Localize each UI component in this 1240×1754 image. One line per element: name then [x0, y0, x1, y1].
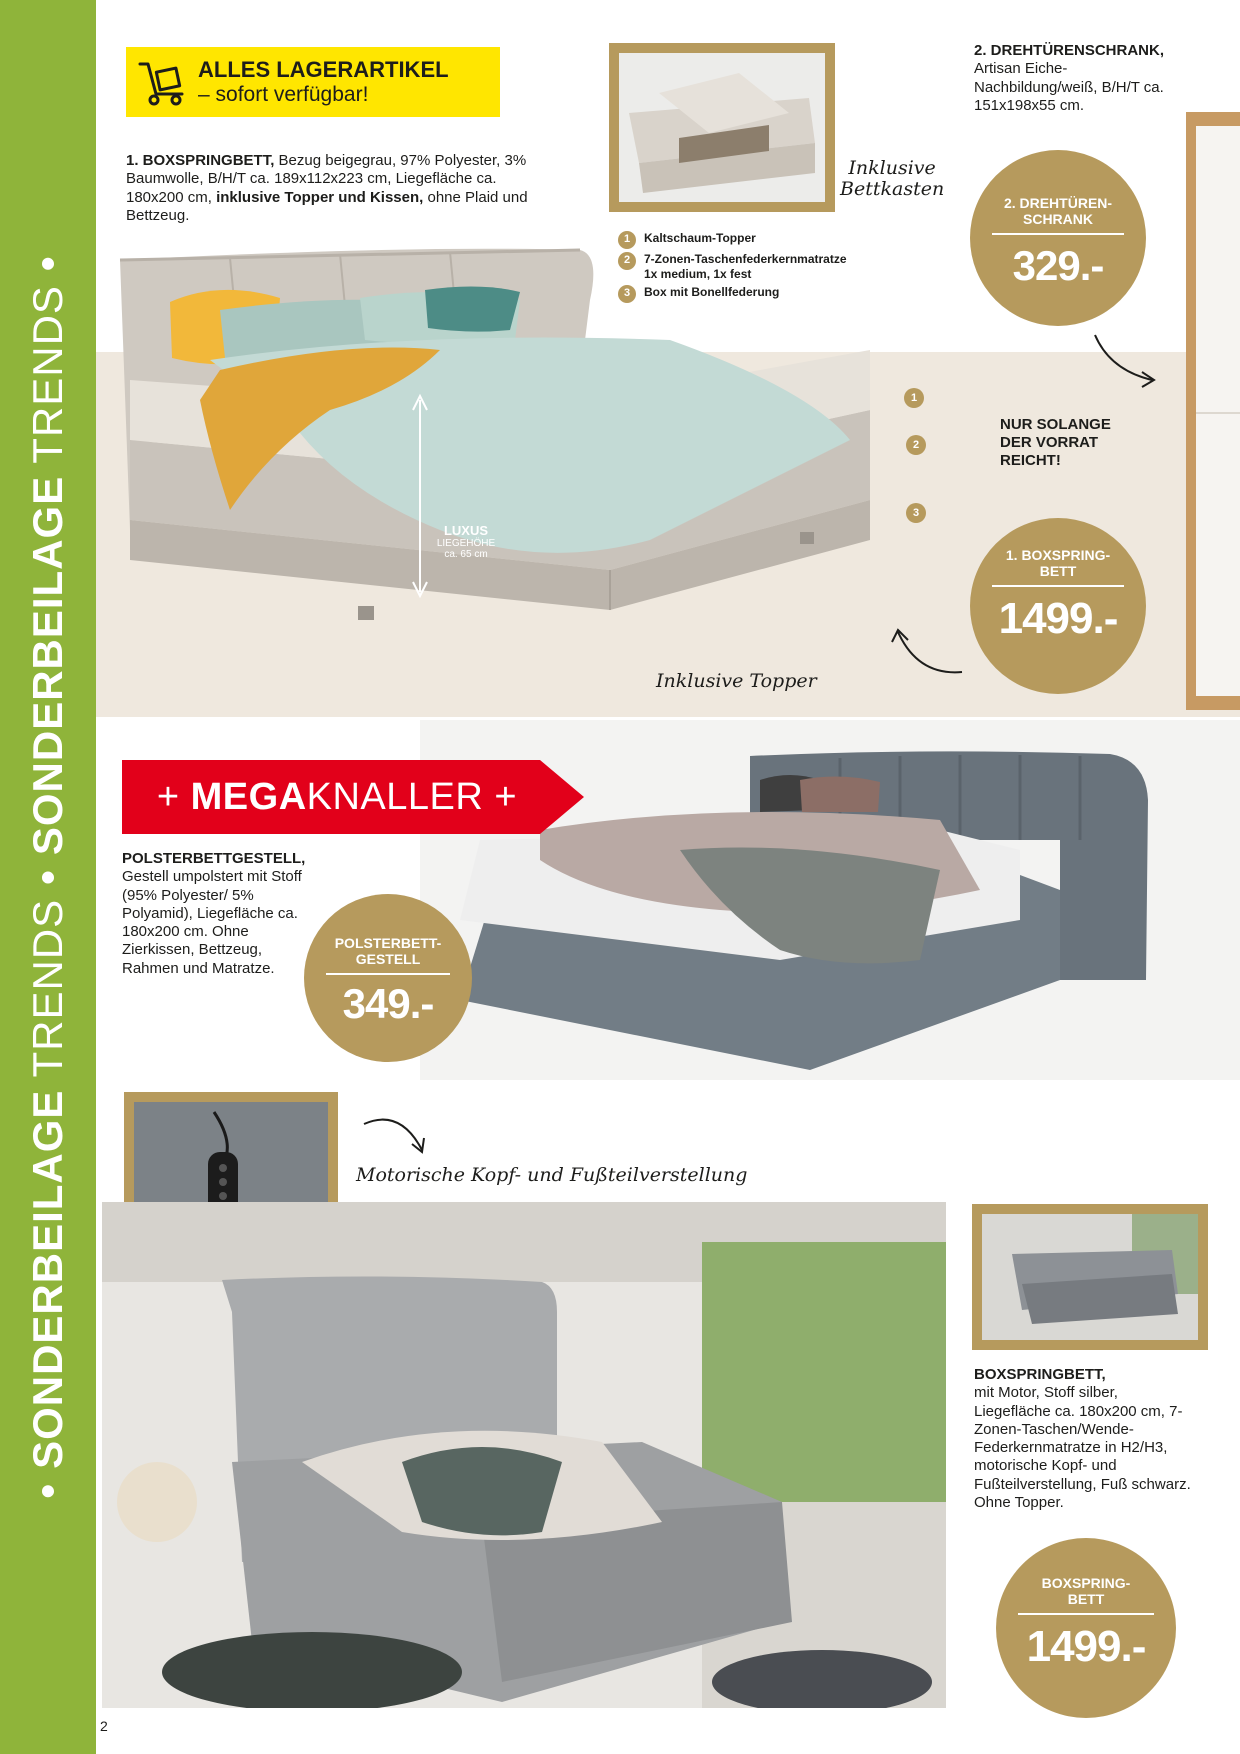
sidebar-vertical-text — [13, 7, 83, 1747]
legend-text: Kaltschaum-Topper — [644, 231, 756, 245]
script-bettkasten-line1: Inklusive — [848, 157, 936, 179]
page-number: 2 — [100, 1718, 108, 1734]
bed-storage-inset-photo — [609, 43, 835, 212]
price-label-line1: 1. BOXSPRING- — [1005, 547, 1111, 563]
mega-rest: KNALLER — [306, 775, 484, 818]
price-value: 1499.- — [1026, 1622, 1146, 1671]
boxspring-bed-photo — [110, 240, 990, 700]
legend-subtext: 1x medium, 1x fest — [644, 267, 752, 281]
hand-truck-icon — [134, 54, 190, 110]
legend-item — [618, 285, 847, 303]
script-bettkasten — [840, 158, 944, 200]
stock-notice — [1000, 416, 1111, 470]
arrow-to-bed-icon — [888, 620, 968, 680]
price-value: 1499.- — [998, 594, 1118, 643]
stock-notice-line2: DER VORRAT — [1000, 434, 1099, 451]
price-divider — [992, 585, 1124, 587]
product1-description — [126, 152, 546, 225]
product4-description — [974, 1366, 1194, 1512]
motor-bed-inset-photo — [972, 1204, 1208, 1350]
motor-boxspring-bed-photo — [102, 1202, 946, 1708]
sidebar-band — [0, 0, 96, 1754]
price-label-line2: BETT — [1039, 563, 1077, 579]
legend-item — [618, 231, 847, 249]
price-divider — [992, 233, 1124, 235]
product1-text-bold: inklusive Topper und Kissen, — [216, 188, 424, 206]
mega-prefix: + — [156, 775, 191, 818]
marker-1: 1 — [904, 388, 924, 408]
arrow-to-wardrobe-icon — [1090, 330, 1160, 390]
bed-features-legend — [618, 231, 847, 306]
product3-text: Gestell umpolstert mit Stoff (95% Polyester/ 5% Polyamid), Liegefläche ca. 180x200 cm. Ohne Zierkissen, Bettzeug, Rahmen und Matratze. — [122, 868, 302, 977]
legend-num: 2 — [618, 252, 636, 270]
mega-suffix: + — [483, 775, 518, 818]
product3-title: POLSTERBETTGESTELL, — [122, 850, 306, 867]
legend-text: Box mit Bonellfederung — [644, 285, 780, 299]
price-badge-boxspring-motor — [996, 1538, 1176, 1718]
stock-box-subtitle: – sofort verfügbar! — [198, 82, 369, 106]
sidebar-segment-1: SONDERBEILAGE — [24, 1089, 71, 1469]
legend-num: 3 — [618, 285, 636, 303]
price-label-line1: POLSTERBETT- — [334, 935, 442, 951]
mega-bold: MEGA — [190, 775, 307, 818]
stock-notice-line1: NUR SOLANGE — [1000, 416, 1111, 433]
sidebar-segment-3: SONDERBEILAGE — [24, 475, 71, 856]
motor-bed-inset-image — [982, 1214, 1198, 1340]
script-topper: Inklusive Topper — [656, 670, 817, 692]
sidebar-segment-4: TRENDS — [24, 285, 71, 464]
separator-dot: • — [24, 1482, 71, 1499]
height-label — [436, 524, 496, 560]
price-badge-boxspring-1 — [970, 518, 1146, 694]
product2-text: Artisan Eiche-Nachbildung/weiß, B/H/T ca. 151x198x55 cm. — [974, 60, 1164, 114]
sidebar-segment-2: TRENDS — [24, 898, 71, 1078]
legend-num: 1 — [618, 231, 636, 249]
marker-2: 2 — [906, 435, 926, 455]
bed-storage-image — [619, 53, 825, 202]
price-divider — [326, 973, 450, 975]
script-motor: Motorische Kopf- und Fußteilverstellung — [356, 1164, 748, 1186]
legend-text: 7-Zonen-Taschenfederkernmatratze — [644, 252, 847, 266]
wardrobe-photo — [1186, 112, 1240, 710]
arrow-to-motor-icon — [360, 1112, 430, 1158]
separator-dot: • — [24, 869, 71, 885]
stock-box-title: ALLES LAGERARTIKEL — [198, 57, 449, 83]
marker-3: 3 — [906, 503, 926, 523]
legend-item — [618, 252, 847, 282]
price-badge-wardrobe — [970, 150, 1146, 326]
price-value: 349.- — [342, 980, 434, 1027]
product2-description — [974, 42, 1174, 115]
height-label-line1: LIEGEHÖHE — [436, 538, 496, 550]
stock-availability-box — [126, 47, 500, 117]
price-label-line2: GESTELL — [355, 951, 421, 967]
megaknaller-text-wrapper — [122, 760, 584, 834]
price-label-line2: SCHRANK — [1023, 211, 1093, 227]
price-badge-bedframe — [304, 894, 472, 1062]
product1-title: 1. BOXSPRINGBETT, — [126, 152, 275, 169]
product1-text-a: Bezug beigegrau, 97% Polyester, 3% Baumwolle, B/H/T ca. 189x112x223 cm, Liegefläche ca. 180x200 cm, — [126, 152, 527, 206]
product1-text-b: ohne Plaid und Bettzeug. — [126, 188, 528, 224]
price-value: 329.- — [1012, 242, 1104, 289]
product3-description — [122, 850, 322, 978]
script-bettkasten-line2: Bettkasten — [840, 177, 945, 200]
product4-title: BOXSPRINGBETT, — [974, 1366, 1106, 1383]
product2-title: 2. DREHTÜRENSCHRANK, — [974, 42, 1165, 59]
height-label-line2: ca. 65 cm — [444, 549, 488, 561]
product4-text: mit Motor, Stoff silber, Liegefläche ca. 180x200 cm, 7-Zonen-Taschen/Wende-Federkernmatratze in H2/H3, motorische Kopf- und Fußteilverstellung, Fuß schwarz. Ohne Topper. — [974, 1384, 1191, 1512]
price-label-line2: BETT — [1067, 1591, 1105, 1607]
price-label-line1: BOXSPRING- — [1041, 1575, 1131, 1591]
stock-notice-line3: REICHT! — [1000, 452, 1061, 469]
height-label-title: LUXUS — [443, 523, 489, 538]
megaknaller-text — [122, 760, 552, 834]
price-label-line1: 2. DREHTÜREN- — [1003, 195, 1113, 211]
separator-dot: • — [24, 255, 71, 272]
price-divider — [1018, 1613, 1154, 1615]
